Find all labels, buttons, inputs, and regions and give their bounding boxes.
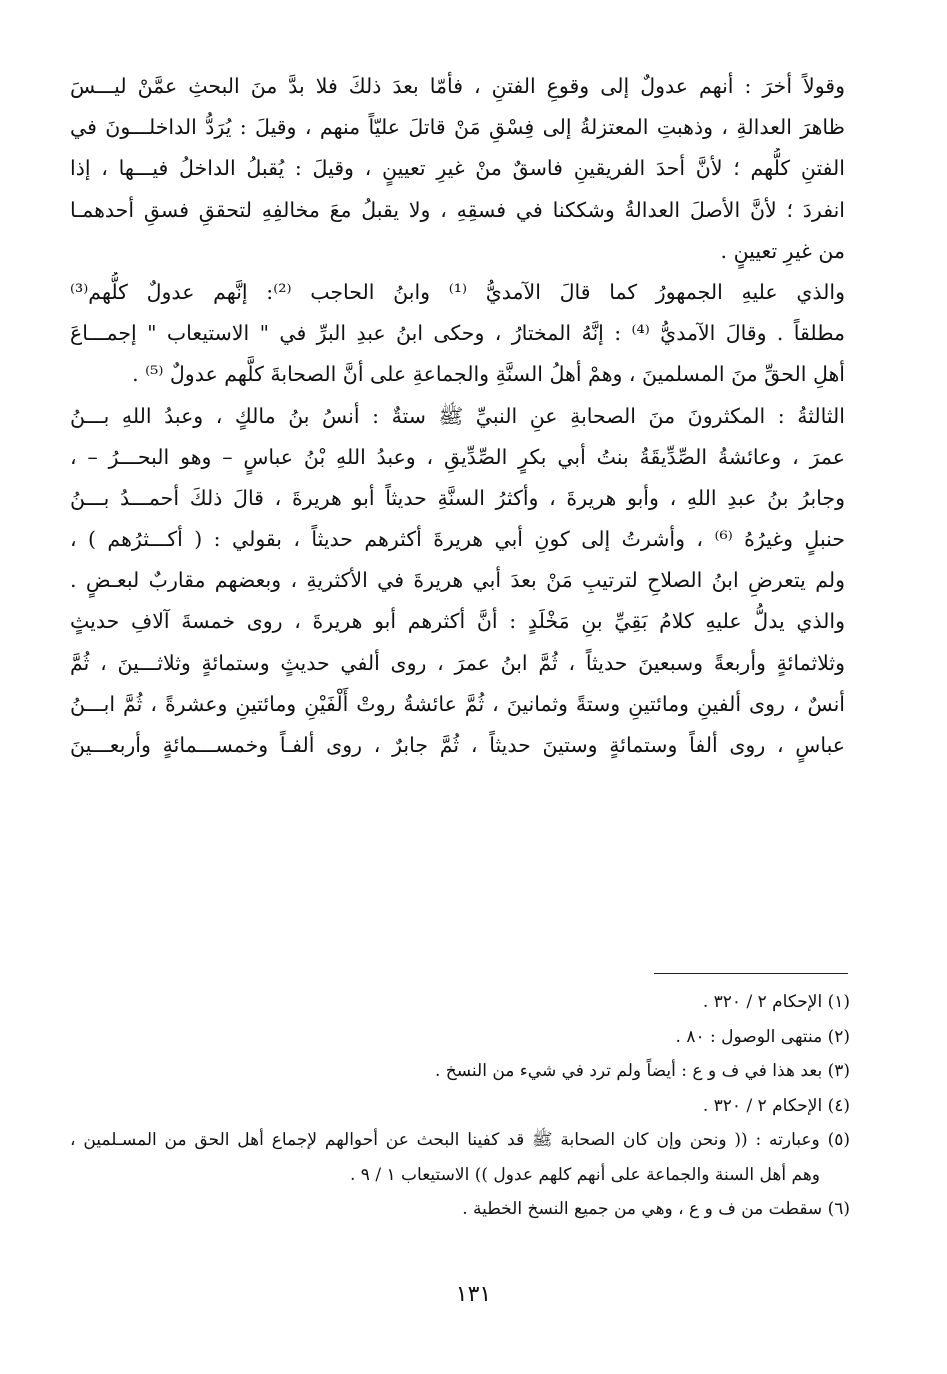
page-number: ١٣١	[455, 1282, 492, 1307]
text-line: ظاهرَ العدالةِ ، وذهبتِ المعتزلةُ إلى فِسْقِ مَنْ قاتلَ عليّاً منهم ، وقيلَ : يُرَدُّ الداخلـــونَ في	[70, 115, 845, 140]
text-line: انفردَ ؛ لأنَّ الأصلَ العدالةُ وشككنا في فسقِهِ ، ولا يقبلُ معَ مخالفِهِ لتحققِ فسقِ أحدهمـا	[70, 197, 845, 222]
footnotes	[70, 985, 850, 1227]
text-line: مطلقاً . وقالَ الآمديُّ ⁽⁴⁾ : إنَّهُ المختارُ ، وحكى ابنُ عبدِ البرِّ في " الاستيعاب " إجمـــاعَ	[70, 321, 845, 346]
text-line: أهلِ الحقِّ منَ المسلمينَ ، وهمْ أهلُ السنَّةِ والجماعةِ على أنَّ الصحابةَ كلَّهم عدولٌ ⁽⁵⁾ .	[132, 362, 845, 387]
text-line: ولم يتعرضِ ابنُ الصلاحِ لترتيبِ مَنْ بعدَ أبي هريرةَ في الأكثريةِ ، وبعضهم مقاربٌ لبعـضٍ .	[70, 568, 845, 593]
text-line: عمرَ ، وعائشةُ الصِّدِّيقَةُ بنتُ أبي بكرٍ الصِّدِّيقِ ، وعبدُ اللهِ بْنُ عباسٍ – وهو البحـــرُ – ،	[70, 444, 845, 469]
text-line: أنسٌ ، روى ألفينِ ومائتينِ وستةً وثمانينَ ، ثُمَّ عائشةُ روتْ أَلْفَيْنِ ومائتينِ وعشرةً ، ثُمَّ ابـــنُ	[70, 691, 845, 716]
footnote: (٤) الإحكام ٢ / ٣٢٠ .	[702, 1095, 850, 1116]
footnote: (٣) بعد هذا في ف و ع : أيضاً ولم ترد في شيء من النسخ .	[434, 1061, 850, 1081]
footnote: (١) الإحكام ٢ / ٣٢٠ .	[702, 992, 850, 1012]
footnote-separator	[654, 973, 848, 974]
footnote: (٢) منتهى الوصول : ٨٠ .	[675, 1026, 850, 1047]
text-line: وجابرُ بنُ عبدِ اللهِ ، وأبو هريرةَ ، وأكثرُ السنَّةِ حديثاً أبو هريرةَ ، قالَ ذلكَ أحمـــدُ بـــنُ	[70, 485, 845, 510]
text-line: وثلاثمائةٍ وأربعةً وسبعينَ حديثاً ، ثُمَّ ابنُ عمرَ ، روى ألفي حديثٍ وستمائةٍ وثلاثـــينَ ، ثُمَّ	[70, 650, 845, 675]
text-line: حنبلٍ وغيرُهُ ⁽⁶⁾ ، وأشرتُ إلى كونِ أبي هريرةَ أكثرهم حديثاً ، بقولي : ( أكـــثرُهم ) ،	[70, 527, 845, 552]
text-line: وقولاً أخرَ : أنهم عدولٌ إلى وقوعِ الفتنِ ، فأمّا بعدَ ذلكَ فلا بدَّ منَ البحثِ عمَّنْ ليـــسَ	[70, 74, 845, 98]
text-line: والذي عليهِ الجمهورُ كما قالَ الآمديُّ ⁽¹⁾ وابنُ الحاجب ⁽²⁾: إنَّهم عدولٌ كلُّهم⁽³⁾	[70, 279, 845, 304]
text-line: والذي يدلُّ عليهِ كلامُ بَقِيِّ بنِ مَخْلَدٍ : أنَّ أكثرهم أبو هريرةَ ، روى خمسةَ آلافِ حديثٍ	[70, 609, 845, 634]
text-line: عباسٍ ، روى ألفاً وستمائةٍ وستينَ حديثاً ، ثُمَّ جابرٌ ، روى ألفـاً وخمســـمائةٍ وأربعـــينَ	[70, 733, 845, 757]
footnote: (٥) وعبارته : (( ونحن وإن كان الصحابة ﷺ قد كفينا البحث عن أحوالهم لإجماع أهل الحق من المسـلمين ،	[70, 1130, 850, 1150]
text-line: من غيرِ تعيينٍ .	[720, 238, 845, 263]
text-line: الثالثةُ : المكثرونَ منَ الصحابةِ عنِ النبيِّ ﷺ ستةٌ : أنسُ بنُ مالكٍ ، وعبدُ اللهِ بـــنُ	[70, 403, 845, 428]
footnote: (٦) سقطت من ف و ع ، وهي من جميع النسخ الخطية .	[462, 1199, 850, 1219]
footnote-continuation: وهم أهل السنة والجماعة على أنهم كلهم عدول )) الاستيعاب ١ / ٩ .	[349, 1164, 820, 1185]
text-line: الفتنِ كلُّهم ؛ لأنَّ أحدَ الفريقينِ فاسقٌ منْ غيرِ تعيينٍ ، وقيلَ : يُقبلُ الداخلُ فيـــها ، إذا	[70, 156, 845, 181]
main-text	[70, 66, 845, 766]
